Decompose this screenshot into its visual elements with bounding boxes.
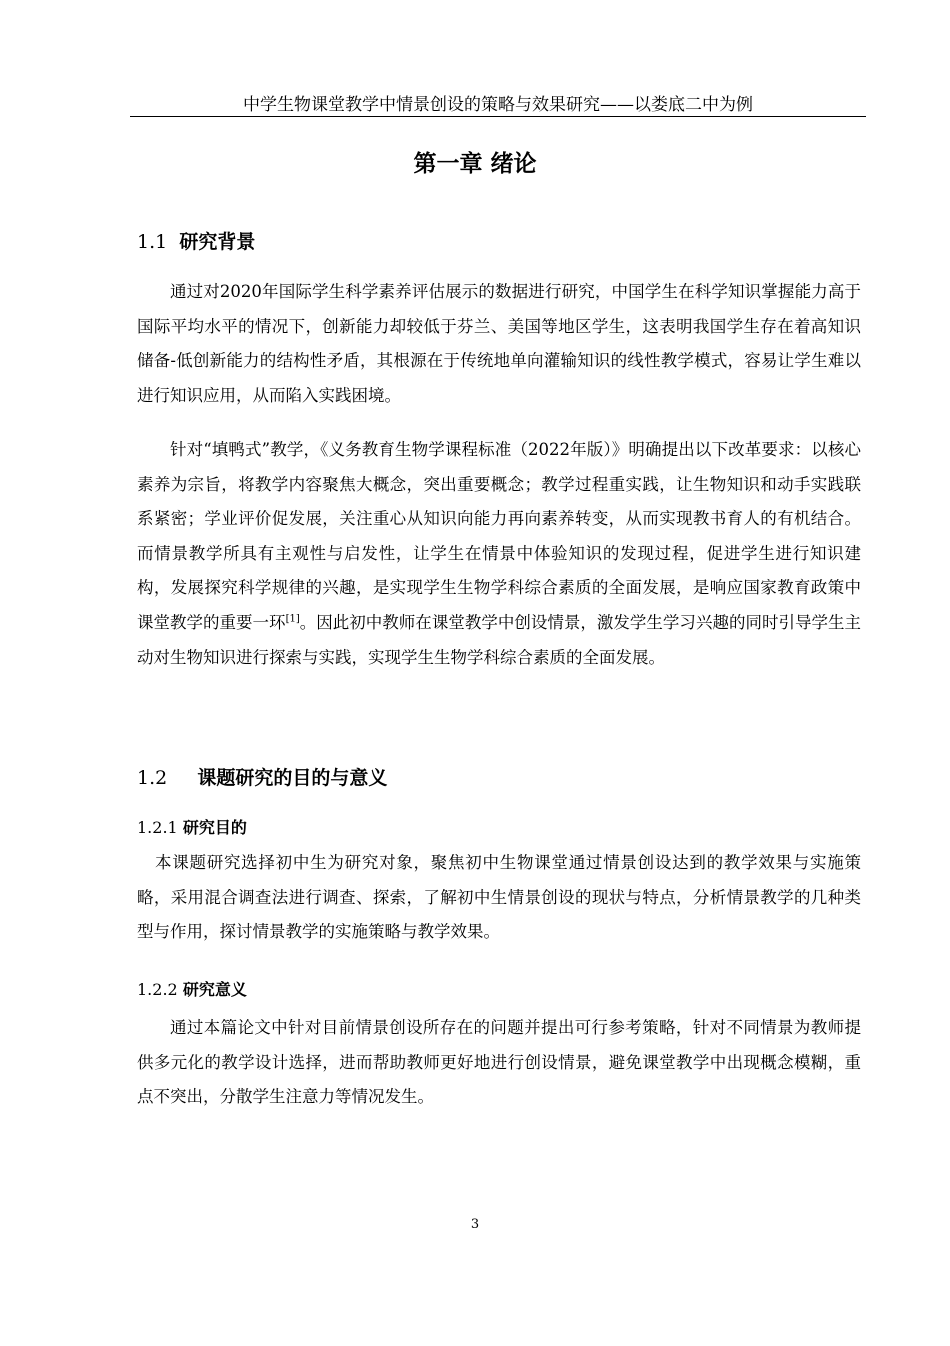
running-header: 中学生物课堂教学中情景创设的策略与效果研究——以娄底二中为例 — [243, 95, 753, 115]
subsection-title: 研究意义 — [182, 980, 247, 999]
paragraph-purpose: 本课题研究选择初中生为研究对象，聚焦初中生物课堂通过情景创设达到的教学效果与实施策略，采用混合调查法进行调查、探索，了解初中生情景创设的现状与特点，分析情景教学的几种类型与作用，探讨情景教学的实施策略与教学效果。 — [137, 853, 861, 942]
subsection-number: 1.2.1 — [137, 818, 178, 837]
section-heading-1-2 — [137, 765, 387, 791]
paragraph-text: 针对“填鸭式”教学，《义务教育生物学课程标准（2022年版）》明确提出以下改革要求：以核心素养为宗旨，将教学内容聚焦大概念，突出重要概念；教学过程重实践，让生物知识和动手实践联系紧密；学业评价促发展，关注重心从知识向能力再向素养转变，从而实现教书育人的有机结合。而情景教学所具有主观性与启发性，让学生在情景中体验知识的发现过程，促进学生进行知识建构，发展探究科学规律的兴趣，是实现学生生物学科综合素质的全面发展，是响应国家教育政策中课堂教学的重要一环 — [137, 440, 861, 632]
subsection-title: 研究目的 — [182, 818, 247, 837]
header-rule — [130, 116, 866, 117]
subsection-number: 1.2.2 — [137, 980, 178, 999]
paragraph-background-2 — [137, 433, 861, 675]
section-title: 研究背景 — [179, 231, 256, 253]
citation-ref: [1] — [285, 613, 300, 625]
subsection-heading-1-2-2 — [137, 979, 247, 1001]
paragraph-background-1: 通过对2020年国际学生科学素养评估展示的数据进行研究，中国学生在科学知识掌握能力高于国际平均水平的情况下，创新能力却较低于芬兰、美国等地区学生，这表明我国学生存在着高知识储备-低创新能力的结构性矛盾，其根源在于传统地单向灌输知识的线性教学模式，容易让学生难以进行知识应用，从而陷入实践困境。 — [137, 282, 861, 405]
page-number: 3 — [470, 1217, 480, 1232]
chapter-title: 第一章 绪论 — [413, 151, 537, 177]
section-title: 课题研究的目的与意义 — [197, 767, 388, 789]
section-heading-1-1 — [137, 229, 255, 255]
subsection-heading-1-2-1 — [137, 817, 247, 839]
paragraph-text: 。因此初中教师在课堂教学中创设情景，激发学生学习兴趣的同时引导学生主动对生物知识进行探索与实践，实现学生生物学科综合素质的全面发展。 — [137, 612, 862, 667]
section-number: 1.2 — [137, 767, 168, 789]
section-number: 1.1 — [137, 231, 168, 253]
paragraph-significance: 通过本篇论文中针对目前情景创设所存在的问题并提出可行参考策略，针对不同情景为教师提供多元化的教学设计选择，进而帮助教师更好地进行创设情景，避免课堂教学中出现概念模糊，重点不突出，分散学生注意力等情况发生。 — [137, 1018, 861, 1107]
